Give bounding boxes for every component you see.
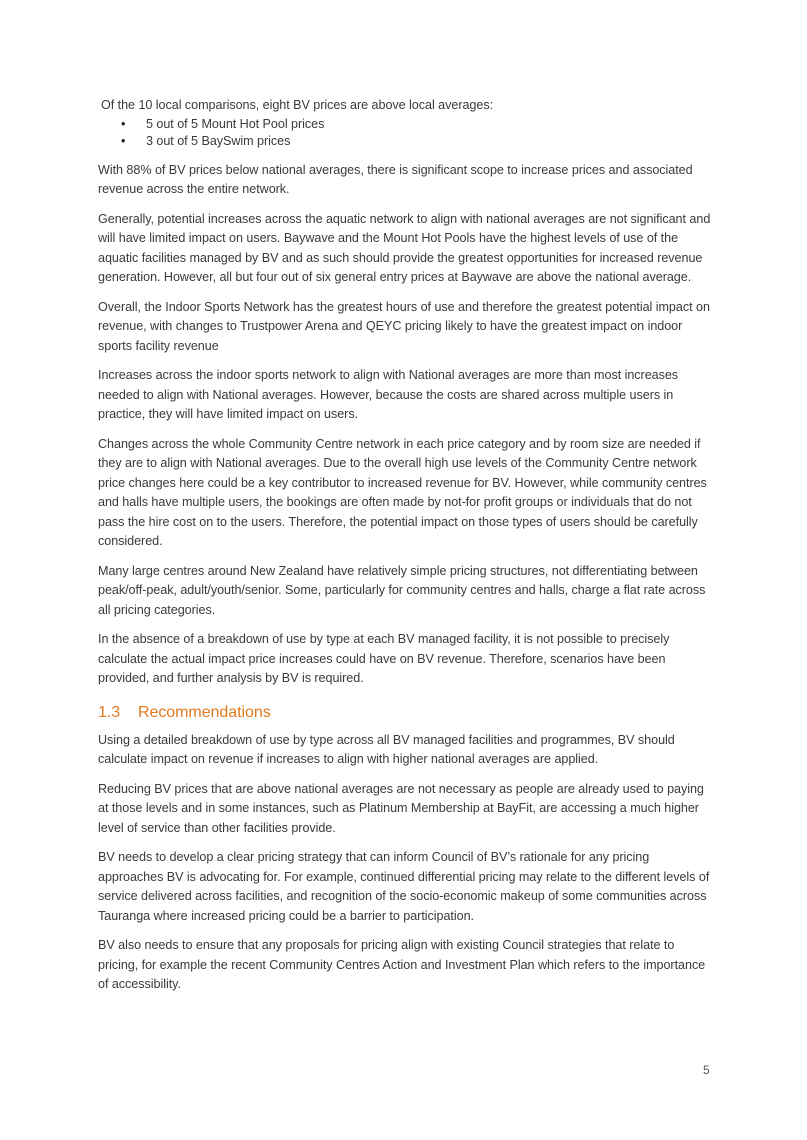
paragraph-indoor-sports-overall: Overall, the Indoor Sports Network has the greatest hours of use and therefore the greatest potential impact on revenue, with changes to Trustpower Arena and QEYC pricing likely to have the greatest impact on indoor sports facility revenue [98, 299, 710, 353]
paragraph-aquatic: Generally, potential increases across the aquatic network to align with national averages are not significant and will have limited impact on users. Baywave and the Mount Hot Pools have the highest levels of use of the aquatic facilities managed by BV and as such should provide the greatest opportunities for increased revenue generation. However, all but four out of six general entry prices at Baywave are above the national average. [98, 211, 711, 284]
paragraph-community-centres: Changes across the whole Community Centre network in each price category and by room size are needed if they are to align with National averages. Due to the overall high use levels of the Community Centre network price changes here could be a key contributor to increased revenue for BV. However, while community centres and halls have multiple users, the bookings are often made by not-for profit groups or individuals that do not pass the hire cost on to the users. Therefore, the potential impact on those types of users should be carefully considered. [98, 436, 707, 548]
paragraph-recommendation-alignment: BV also needs to ensure that any proposals for pricing align with existing Council strategies that relate to pricing, for example the recent Community Centres Action and Investment Plan which refers to the importance of accessibility. [98, 938, 706, 991]
paragraph-analysis-required: In the absence of a breakdown of use by type at each BV managed facility, it is not possible to precisely calculate the actual impact price increases could have on BV revenue. Therefore, scenarios have been provided, and further analysis by BV is required. [98, 632, 670, 685]
bullet-item: • 3 out of 5 BaySwim prices [146, 133, 714, 151]
section-number: 1.3 [98, 703, 121, 721]
paragraph-recommendation-reducing: Reducing BV prices that are above national averages are not necessary as people are already used to paying at those levels and in some instances, such as Platinum Membership at BayFit, are accessing a much higher level of service than other facilities provide. [98, 781, 704, 835]
paragraph-scope: With 88% of BV prices below national averages, there is significant scope to increase prices and associated revenue across the entire network. [98, 162, 693, 196]
bullet-item: • 5 out of 5 Mount Hot Pool prices [146, 116, 714, 134]
paragraph-pricing-structures: Many large centres around New Zealand have relatively simple pricing structures, not differentiating between peak/off-peak, adult/youth/senior. Some, particularly for community centres and halls, charge a flat rate across all pricing categories. [98, 563, 706, 617]
section-heading-recommendations [98, 703, 714, 723]
paragraph-recommendation-revenue: Using a detailed breakdown of use by type across all BV managed facilities and programmes, BV should calculate impact on revenue if increases to align with higher national averages are applied. [98, 732, 675, 766]
page-number: 5 [703, 1063, 710, 1077]
section-title: Recommendations [138, 703, 271, 721]
comparison-bullet-list [98, 116, 714, 151]
page-content [98, 96, 714, 1005]
paragraph-indoor-sports-increases: Increases across the indoor sports network to align with National averages are more than most increases needed to align with National averages. However, because the costs are shared across multiple users in practice, they will have limited impact on users. [98, 368, 679, 421]
intro-sentence: Of the 10 local comparisons, eight BV prices are above local averages: [101, 98, 494, 112]
paragraph-recommendation-strategy: BV needs to develop a clear pricing strategy that can inform Council of BV’s rationale for any pricing approaches BV is advocating for. For example, continued differential pricing may relate to the different levels of service delivered across facilities, and recognition of the socio-economic makeup of some communities across Tauranga where increased pricing could be a barrier to participation. [98, 850, 710, 923]
